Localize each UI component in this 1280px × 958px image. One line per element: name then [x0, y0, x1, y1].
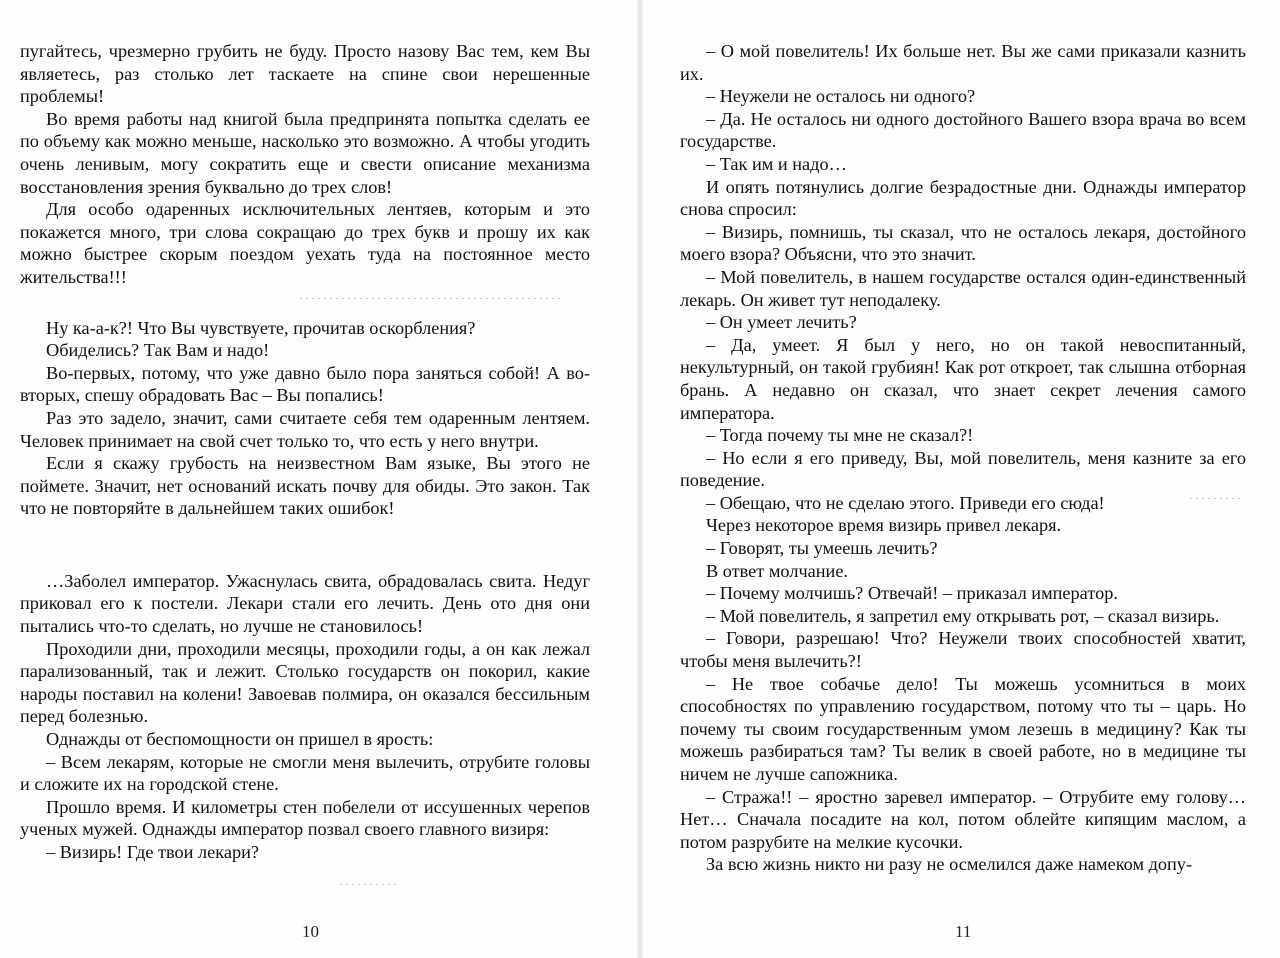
paragraph: – Обещаю, что не сделаю этого. Приведи его сюда!	[706, 492, 1105, 513]
paragraph: Прошло время. И километры стен побелели от иссушенных черепов ученых мужей. Однажды император позвал своего главного визиря:	[20, 796, 590, 840]
paragraph: Проходили дни, проходили месяцы, проходили годы, а он как лежал парализованный, так и лежит. Столько государств он покорил, какие народы поставил на колени! Завоевав полмира, он оказался бессильным перед болезнью.	[20, 638, 590, 727]
paragraph: – О мой повелитель! Их больше нет. Вы же сами приказали казнить их.	[680, 41, 1246, 84]
section-gap	[20, 289, 590, 317]
paragraph: Во время работы над книгой была предпринята попытка сделать ее по объему как можно меньше, насколько это возможно. А чтобы угодить очень ленивым, могу сократить еще и свести описание механизма восстановления зрения буквально до трех слов!	[20, 108, 590, 197]
paragraph: …Заболел император. Ужаснулась свита, обрадовалась свита. Недуг приковал его к постели. Лекари стали его лечить. День ото дня они пытались что-то сделать, но лучше не становилось!	[20, 570, 590, 637]
paragraph: – Визирь, помнишь, ты сказал, что не осталось лекаря, достойного моего взора? Объясни, что это значит.	[680, 221, 1246, 265]
section-gap	[20, 520, 590, 570]
paragraph: – Говори, разрешаю! Что? Неужели твоих способностей хватит, чтобы меня вылечить?!	[680, 628, 1246, 672]
left-page	[20, 40, 590, 864]
paragraph: Обиделись? Так Вам и надо!	[46, 340, 270, 361]
paragraph: Однажды от беспомощности он пришел в ярость:	[46, 729, 434, 750]
paragraph: – Почему молчишь? Отвечай! – приказал император.	[706, 583, 1118, 604]
book-gutter	[637, 0, 643, 958]
paragraph: Во-первых, потому, что уже давно было пора заняться собой! А во-вторых, спешу обрадовать Вас – Вы попались!	[20, 362, 590, 406]
paragraph: – Мой повелитель, я запретил ему открывать рот, – сказал визирь.	[706, 605, 1220, 626]
paragraph: Ну ка-а-к?! Что Вы чувствуете, прочитав оскорбления?	[46, 317, 476, 338]
paragraph: Если я скажу грубость на неизвестном Вам языке, Вы этого не поймете. Значит, нет оснований искать почву для обиды. Это закон. Так что не повторяйте в дальнейшем таких ошибок!	[20, 453, 590, 519]
paragraph: И опять потянулись долгие безрадостные дни. Однажды император снова спросил:	[680, 176, 1246, 220]
page-number: 10	[302, 922, 319, 941]
paragraph: – Так им и надо…	[706, 153, 847, 174]
paragraph: За всю жизнь никто ни разу не осмелился даже намеком допу-	[706, 854, 1193, 875]
paragraph: – Да, умеет. Я был у него, но он такой невоспитанный, некультурный, он такой грубиян! Как рот откроет, так слышна отборная брань. А недавно он сказал, что знает секрет лечения самого императора.	[680, 334, 1246, 423]
paragraph: Через некоторое время визирь привел лекаря.	[706, 515, 1062, 536]
paragraph: – Но если я его приведу, Вы, мой повелитель, меня казните за его поведение.	[680, 447, 1246, 491]
paragraph: – Неужели не осталось ни одного?	[706, 86, 976, 107]
paragraph: – Не твое собачье дело! Ты можешь усомниться в моих способностях по управлению государством, потому что ты – царь. Но почему ты своим государственным умом лезешь в медицину? Как ты можешь разбираться там? Ты велик в своей работе, но в медицине ты ничем не лучше сапожника.	[680, 673, 1246, 784]
paragraph: – Всем лекарям, которые не смогли меня вылечить, отрубите головы и сложите их на городской стене.	[20, 751, 590, 795]
paragraph: – Говорят, ты умеешь лечить?	[706, 538, 938, 559]
paragraph: пугайтесь, чрезмерно грубить не буду. Просто назову Вас тем, кем Вы являетесь, раз столько лет таскаете на спине свои нерешенные проблемы!	[20, 41, 590, 107]
paragraph: – Стража!! – яростно заревел император. – Отрубите ему голову… Нет… Сначала посадите на кол, потом облейте кипящим маслом, а потом разрубите на мелкие кусочки.	[680, 786, 1246, 852]
page-number: 11	[955, 922, 972, 941]
paragraph: – Да. Не осталось ни одного достойного Вашего взора врача во всем государстве.	[680, 108, 1246, 152]
paragraph: Для особо одаренных исключительных лентяев, которым и это покажется много, три слова сокращаю до трех букв и прошу их как можно быстрее скорым поездом уехать туда на постоянное место жительства!!!	[20, 199, 590, 287]
paragraph: – Мой повелитель, в нашем государстве остался один-единственный лекарь. Он живет тут неподалеку.	[680, 266, 1246, 310]
paragraph: – Он умеет лечить?	[706, 312, 857, 333]
paragraph: Раз это задело, значит, сами считаете себя тем одаренным лентяем. Человек принимает на свой счет только то, что есть у него внутри.	[20, 407, 590, 451]
paragraph: В ответ молчание.	[706, 560, 849, 581]
scan-noise	[340, 884, 400, 885]
right-page	[680, 40, 1246, 876]
paragraph: – Тогда почему ты мне не сказал?!	[706, 425, 974, 446]
paragraph: – Визирь! Где твои лекари?	[46, 842, 259, 862]
